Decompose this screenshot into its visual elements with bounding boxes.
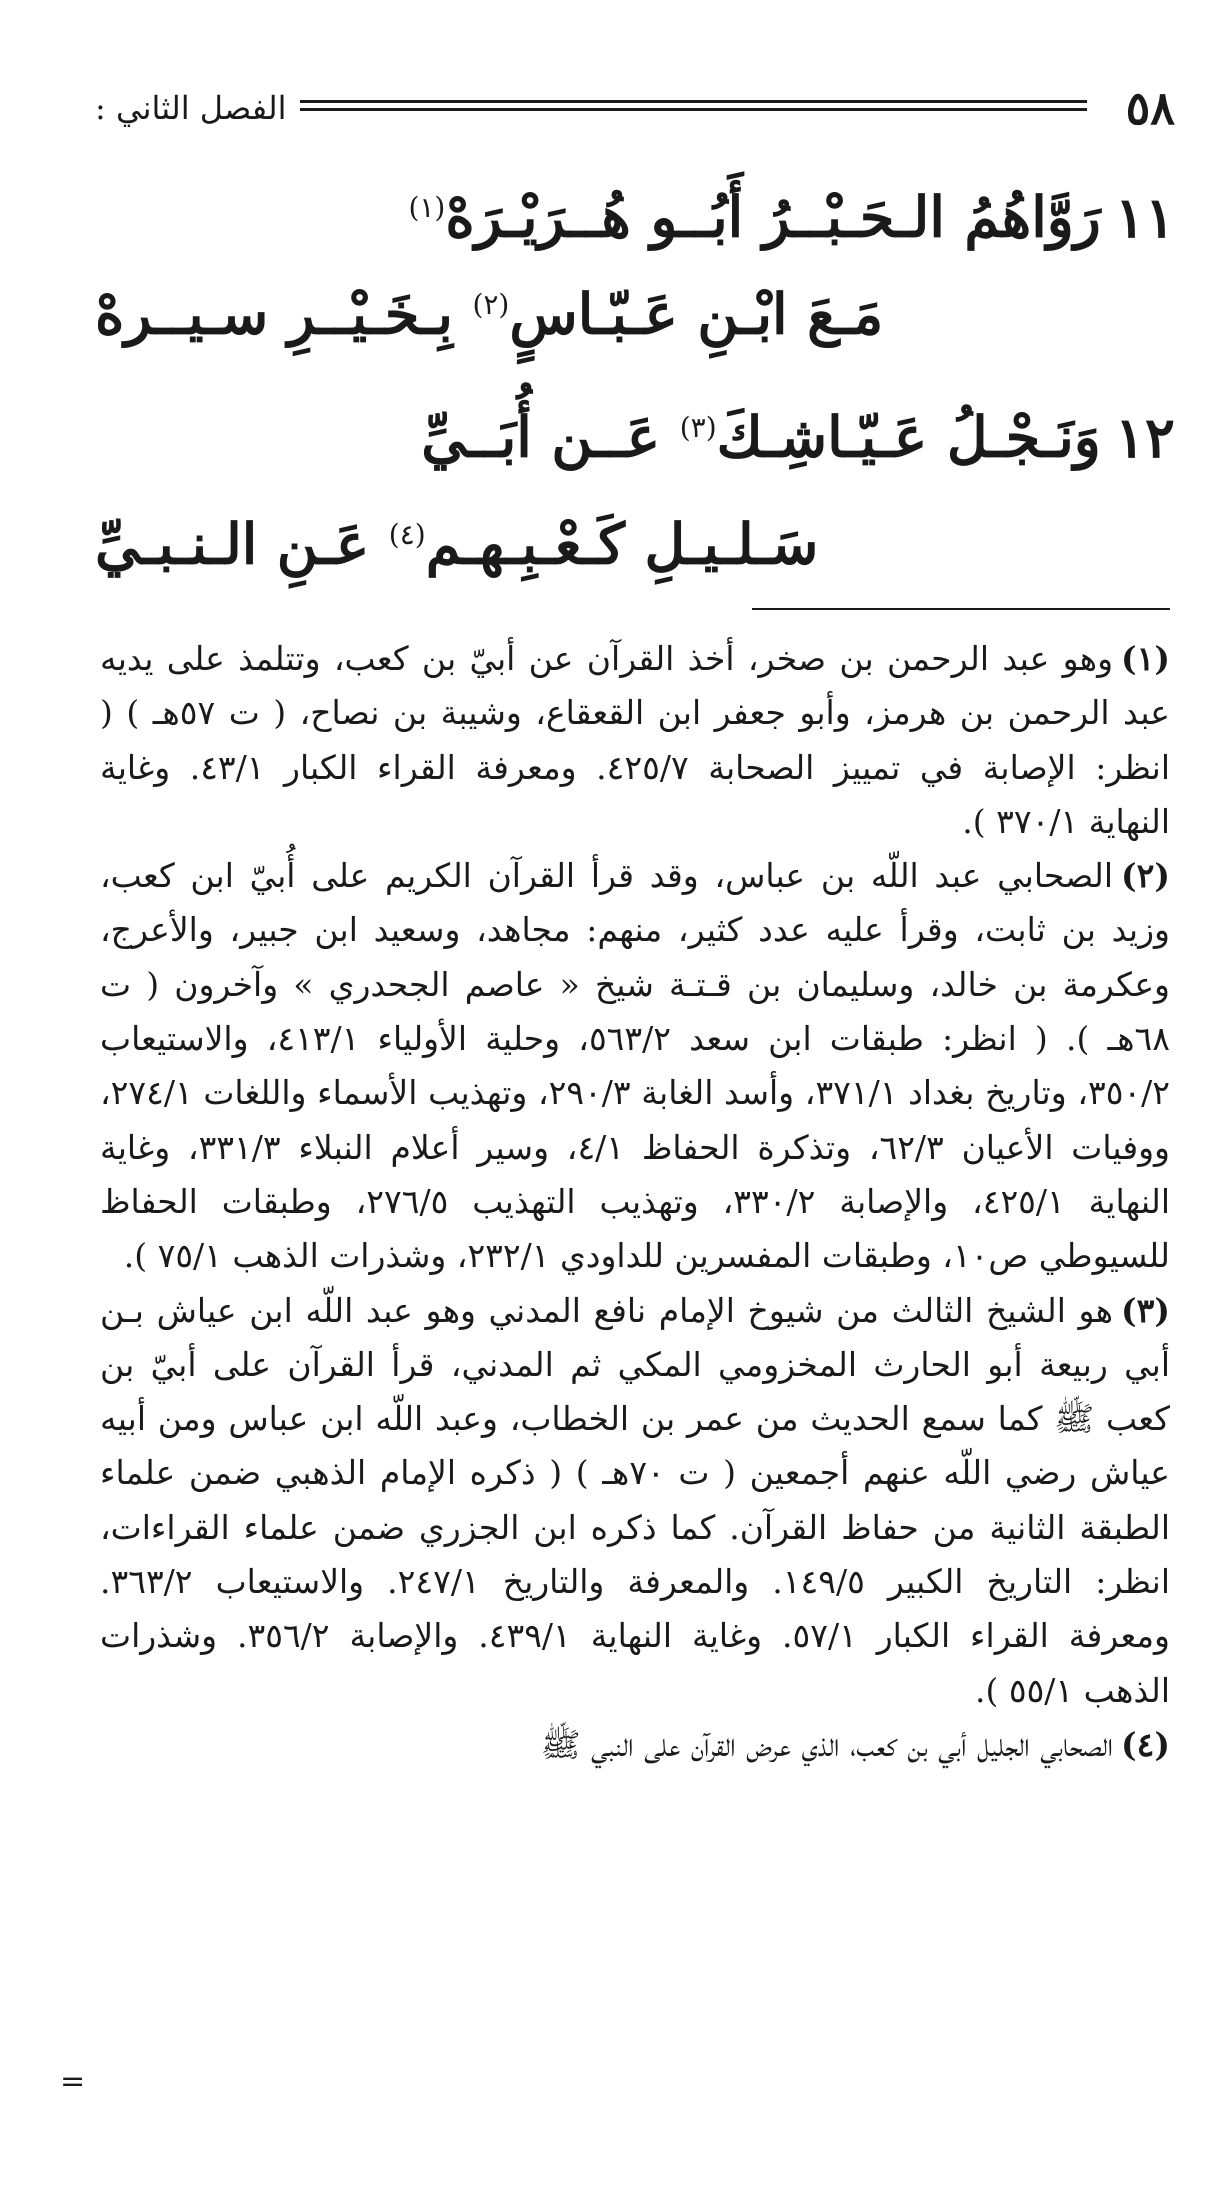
footnote-1 xyxy=(100,632,1170,849)
footnote-2 xyxy=(100,849,1170,1283)
footnote-marker: (٤) xyxy=(388,518,426,551)
verse-number: ١٢ xyxy=(1114,404,1175,471)
footnote-text: الصحابي الجليل أبي بن كعب، الذي عرض القرآن على النبي ﷺ xyxy=(540,1724,1114,1764)
footnote-number: (١) xyxy=(1121,639,1170,678)
footnote-text: هو الشيخ الثالث من شيوخ الإمام نافع المدني وهو عبد اللّه ابن عياش بـن أبي ربيعة أبو الحارث المخزومي المكي ثم المدني، قرأ القرآن على أبيّ بن كعب ﷺ كما سمع الحديث من عمر بن الخطاب، وعبد اللّه ابن عباس ومن أبيه عياش رضي اللّه عنهم أجمعين ( ت ٧٠هـ ) ( ذكره الإمام الذهبي ضمن علماء الطبقة الثانية من حفاظ القرآن. كما ذكره ابن الجزري ضمن علماء القراءات، انظر: التاريخ الكبير ١٤٩/٥. والمعرفة والتاريخ ٢٤٧/١. والاستيعاب ٣٦٣/٢. ومعرفة القراء الكبار ٥٧/١. وغاية النهاية ٤٣٩/١. والإصابة ٣٥٦/٢. وشذرات الذهب ٥٥/١ ). xyxy=(100,1290,1170,1710)
verse-text: عَـنِ الـنـبـيِّ xyxy=(95,511,370,578)
footnote-4 xyxy=(100,1718,1170,1772)
footnote-marker: (٢) xyxy=(472,288,510,321)
footnote-separator xyxy=(752,608,1170,610)
chapter-title: الفصل الثاني : xyxy=(95,89,287,127)
verse-text: سَـلـيـلِ كَـعْـبِـهـم xyxy=(425,511,819,578)
continuation-mark: = xyxy=(60,2064,86,2099)
footnote-number: (٣) xyxy=(1121,1290,1170,1330)
footnote-text: الصحابي عبد اللّه بن عباس، وقد قرأ القرآن الكريم على أُبيّ ابن كعب، وزيد بن ثابت، وقرأ عليه عدد كثير، منهم: مجاهد، وسعيد ابن جبير، والأعرج، وعكرمة بن خالد، وسليمان بن قـتـة شيخ « عاصم الجحدري » وآخرون ( ت ٦٨هـ ). ( انظر: طبقات ابن سعد ٥٦٣/٢، وحلية الأولياء ٤١٣/١، والاستيعاب ٣٥٠/٢، وتاريخ بغداد ٣٧١/١، وأسد الغابة ٢٩٠/٣، وتهذيب الأسماء واللغات ٢٧٤/١، ووفيات الأعيان ٦٢/٣، وتذكرة الحفاظ ٤/١، وسير أعلام النبلاء ٣٣١/٣، وغاية النهاية ٤٢٥/١، والإصابة ٣٣٠/٢، وتهذيب التهذيب ٢٧٦/٥، وطبقات الحفاظ للسيوطي ص١٠، وطبقات المفسرين للداودي ٢٣٢/١، وشذرات الذهب ٧٥/١ ). xyxy=(100,856,1171,1276)
verse-text: مَـعَ ابْـنِ عَـبّـاسٍ xyxy=(509,281,884,348)
page-number: ٥٨ xyxy=(1125,81,1175,135)
footnote-marker: (١) xyxy=(408,191,446,224)
verse-text: وَنَـجْـلُ عَـيّـاشِـكَ xyxy=(716,404,1101,471)
footnote-marker: (٣) xyxy=(679,411,717,444)
verse-line-3 xyxy=(421,388,1175,478)
verse-text: عَــن أُبَــيِّ xyxy=(421,404,661,471)
footnote-number: (٢) xyxy=(1121,856,1170,896)
verse-text: بِـخَـيْــرِ سـيــرهْ xyxy=(95,281,453,348)
header-double-rule xyxy=(300,100,1087,111)
footnote-text: وهو عبد الرحمن بن صخر، أخذ القرآن عن أبيّ بن كعب، وتتلمذ على يديه عبد الرحمن بن هرمز، وأبو جعفر ابن القعقاع، وشيبة بن نصاح، ( ت ٥٧هـ ) ( انظر: الإصابة في تمييز الصحابة ٤٢٥/٧. ومعرفة القراء الكبار ٤٣/١. وغاية النهاية ٣٧٠/١ ). xyxy=(100,639,1170,841)
verse-line-4 xyxy=(95,495,818,585)
verse-line-1 xyxy=(408,168,1175,258)
footnote-number: (٤) xyxy=(1121,1724,1170,1764)
page-header xyxy=(95,78,1175,138)
verse-text: رَوَّاهُمُ الـحَـبْــرُ أَبُــو هُــرَيْـرَهْ xyxy=(445,184,1101,251)
footnotes xyxy=(100,632,1170,1772)
footnote-3 xyxy=(100,1284,1170,1718)
verse-number: ١١ xyxy=(1114,184,1175,251)
verse-line-2 xyxy=(95,265,883,355)
